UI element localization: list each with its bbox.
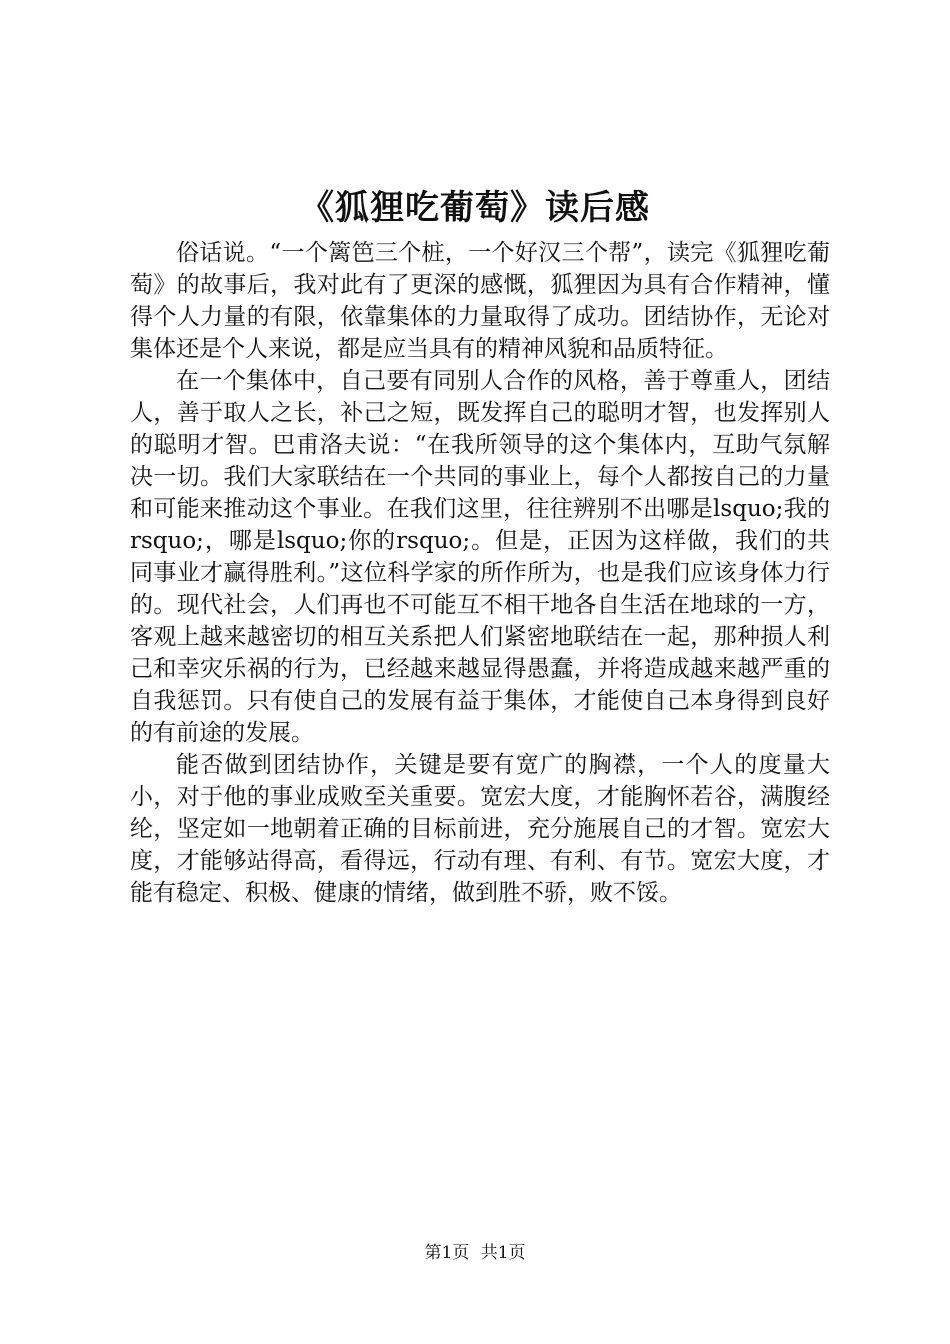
page-title: 《狐狸吃葡萄》读后感 [300, 188, 650, 228]
page-total: 共1页 [480, 1243, 526, 1263]
paragraph-2: 在一个集体中，自己要有同别人合作的风格，善于尊重人，团结人，善于取人之长，补己之短，既发挥自己的聪明才智，也发挥别人的聪明才智。巴甫洛夫说：“在我所领导的这个集体内，互助气氛解决一切。我们大家联结在一个共同的事业上，每个人都按自己的力量和可能来推动这个事业。在我们这里，往往辨别不出哪是lsquo;我的rsquo;，哪是lsquo;你的rsquo;。但是，正因为这样做，我们的共同事业才赢得胜利。”这位科学家的所作所为，也是我们应该身体力行的。现代社会，人们再也不可能互不相干地各自生活在地球的一方，客观上越来越密切的相互关系把人们紧密地联结在一起，那种损人利己和幸灾乐祸的行为，已经越来越显得愚蠢，并将造成越来越严重的自我惩罚。只有使自己的发展有益于集体，才能使自己本身得到良好的有前途的发展。 [130, 368, 830, 746]
page-footer [0, 1242, 950, 1264]
document-body [130, 237, 830, 909]
paragraph-1: 俗话说。“一个篱笆三个桩，一个好汉三个帮”，读完《狐狸吃葡萄》的故事后，我对此有了更深的感慨，狐狸因为具有合作精神，懂得个人力量的有限，依靠集体的力量取得了成功。团结协作，无论对集体还是个人来说，都是应当具有的精神风貌和品质特征。 [130, 240, 830, 362]
paragraph-3: 能否做到团结协作，关键是要有宽广的胸襟，一个人的度量大小，对于他的事业成败至关重要。宽宏大度，才能胸怀若谷，满腹经纶，坚定如一地朝着正确的目标前进，充分施展自己的才智。宽宏大度，才能够站得高，看得远，行动有理、有利、有节。宽宏大度，才能有稳定、积极、健康的情绪，做到胜不骄，败不馁。 [130, 752, 830, 906]
page-number: 第1页 [424, 1243, 470, 1263]
